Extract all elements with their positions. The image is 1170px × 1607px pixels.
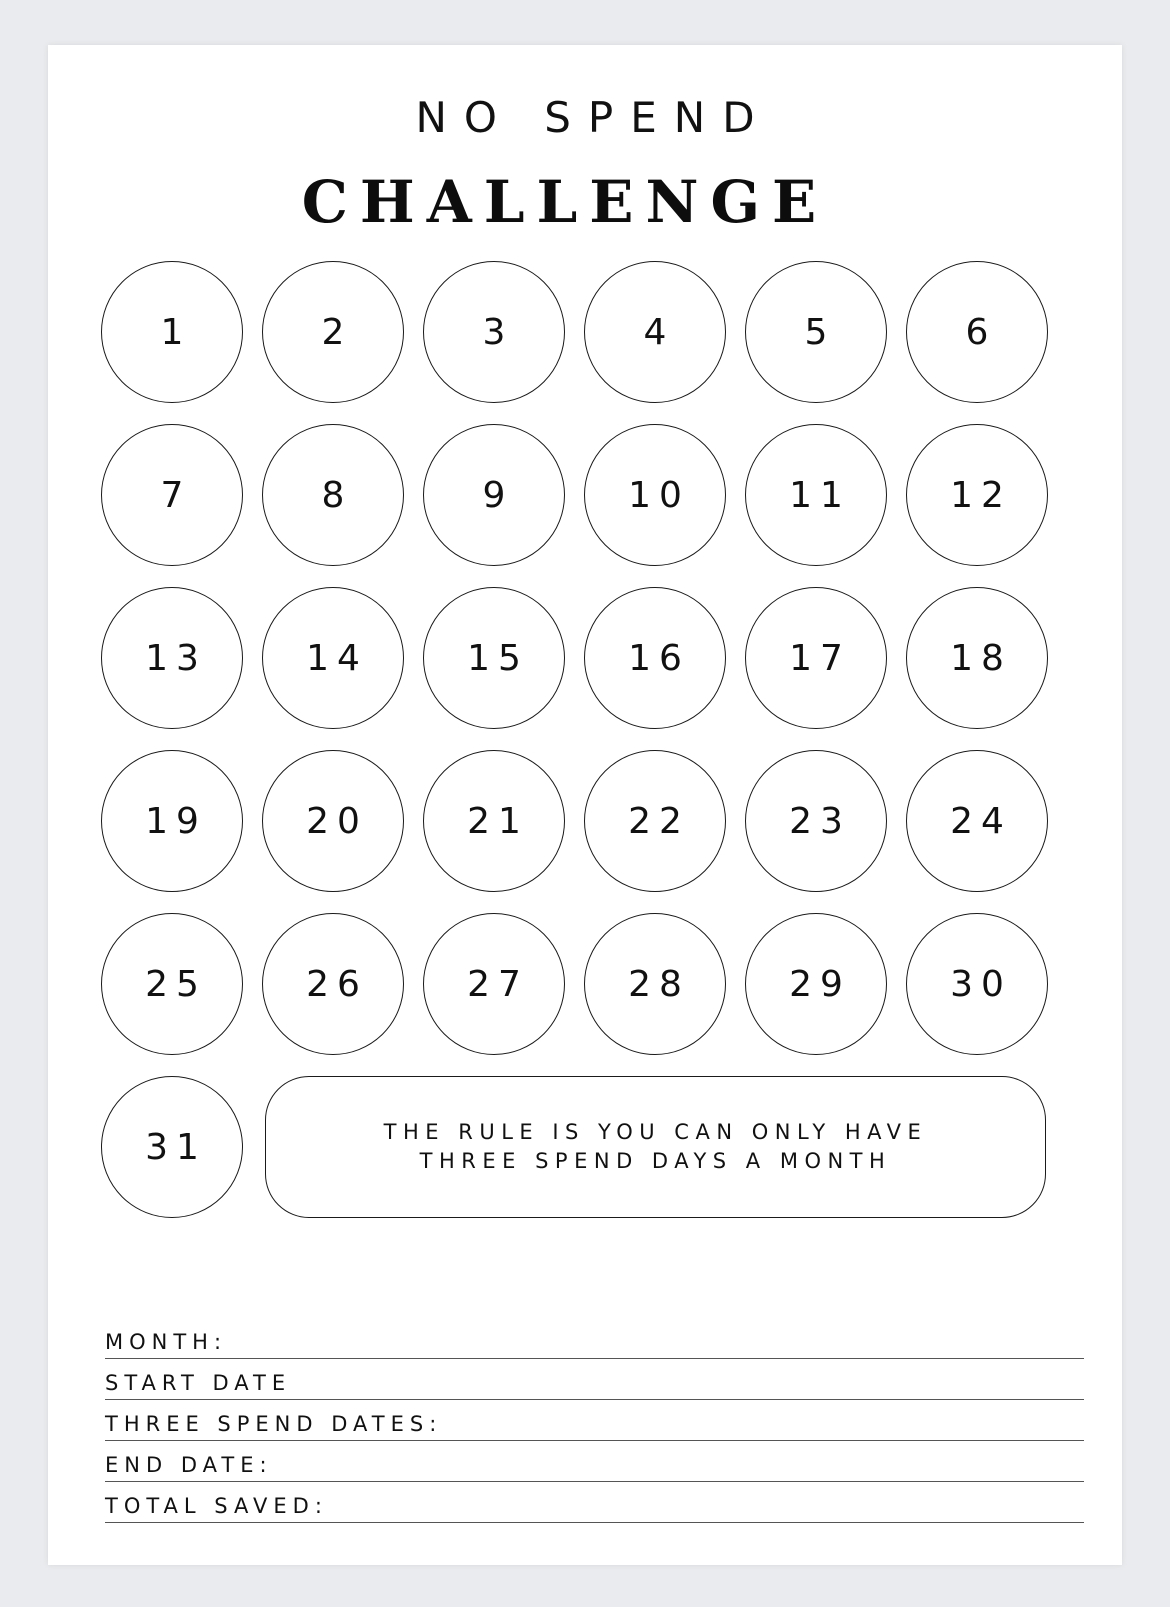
field-label: END DATE: xyxy=(105,1453,273,1477)
day-circle-19[interactable]: 19 xyxy=(101,750,243,892)
day-circle-2[interactable]: 2 xyxy=(262,261,404,403)
day-circle-15[interactable]: 15 xyxy=(423,587,565,729)
day-circle-23[interactable]: 23 xyxy=(745,750,887,892)
rule-box xyxy=(265,1076,1046,1218)
day-circle-21[interactable]: 21 xyxy=(423,750,565,892)
tracker-sheet xyxy=(48,45,1122,1565)
day-circle-12[interactable]: 12 xyxy=(906,424,1048,566)
day-circle-24[interactable]: 24 xyxy=(906,750,1048,892)
day-circle-28[interactable]: 28 xyxy=(584,913,726,1055)
day-circle-8[interactable]: 8 xyxy=(262,424,404,566)
day-circle-16[interactable]: 16 xyxy=(584,587,726,729)
field-label: TOTAL SAVED: xyxy=(105,1494,328,1518)
day-circle-1[interactable]: 1 xyxy=(101,261,243,403)
day-circle-20[interactable]: 20 xyxy=(262,750,404,892)
day-circle-17[interactable]: 17 xyxy=(745,587,887,729)
field-label: MONTH: xyxy=(105,1330,228,1354)
day-circle-26[interactable]: 26 xyxy=(262,913,404,1055)
day-circle-5[interactable]: 5 xyxy=(745,261,887,403)
day-circle-22[interactable]: 22 xyxy=(584,750,726,892)
rule-line-1: THE RULE IS YOU CAN ONLY HAVE xyxy=(383,1120,928,1144)
title-line-2: CHALLENGE xyxy=(301,168,829,236)
rule-line-2: THREE SPEND DAYS A MONTH xyxy=(419,1149,892,1173)
field-start-date[interactable] xyxy=(105,1359,1084,1400)
day-circle-14[interactable]: 14 xyxy=(262,587,404,729)
day-circle-9[interactable]: 9 xyxy=(423,424,565,566)
entry-fields xyxy=(105,1318,1084,1523)
day-circle-13[interactable]: 13 xyxy=(101,587,243,729)
field-end-date[interactable] xyxy=(105,1441,1084,1482)
day-circle-18[interactable]: 18 xyxy=(906,587,1048,729)
day-circle-10[interactable]: 10 xyxy=(584,424,726,566)
day-circle-6[interactable]: 6 xyxy=(906,261,1048,403)
title-line-1: NO SPEND xyxy=(415,93,772,142)
day-circle-27[interactable]: 27 xyxy=(423,913,565,1055)
field-three-spend-dates[interactable] xyxy=(105,1400,1084,1441)
day-circle-30[interactable]: 30 xyxy=(906,913,1048,1055)
field-label: START DATE xyxy=(105,1371,292,1395)
field-month[interactable] xyxy=(105,1318,1084,1359)
day-circle-31[interactable]: 31 xyxy=(101,1076,243,1218)
day-circle-25[interactable]: 25 xyxy=(101,913,243,1055)
day-circle-3[interactable]: 3 xyxy=(423,261,565,403)
field-label: THREE SPEND DATES: xyxy=(105,1412,443,1436)
day-circle-29[interactable]: 29 xyxy=(745,913,887,1055)
field-total-saved[interactable] xyxy=(105,1482,1084,1523)
day-circle-7[interactable]: 7 xyxy=(101,424,243,566)
day-circle-4[interactable]: 4 xyxy=(584,261,726,403)
day-circle-11[interactable]: 11 xyxy=(745,424,887,566)
